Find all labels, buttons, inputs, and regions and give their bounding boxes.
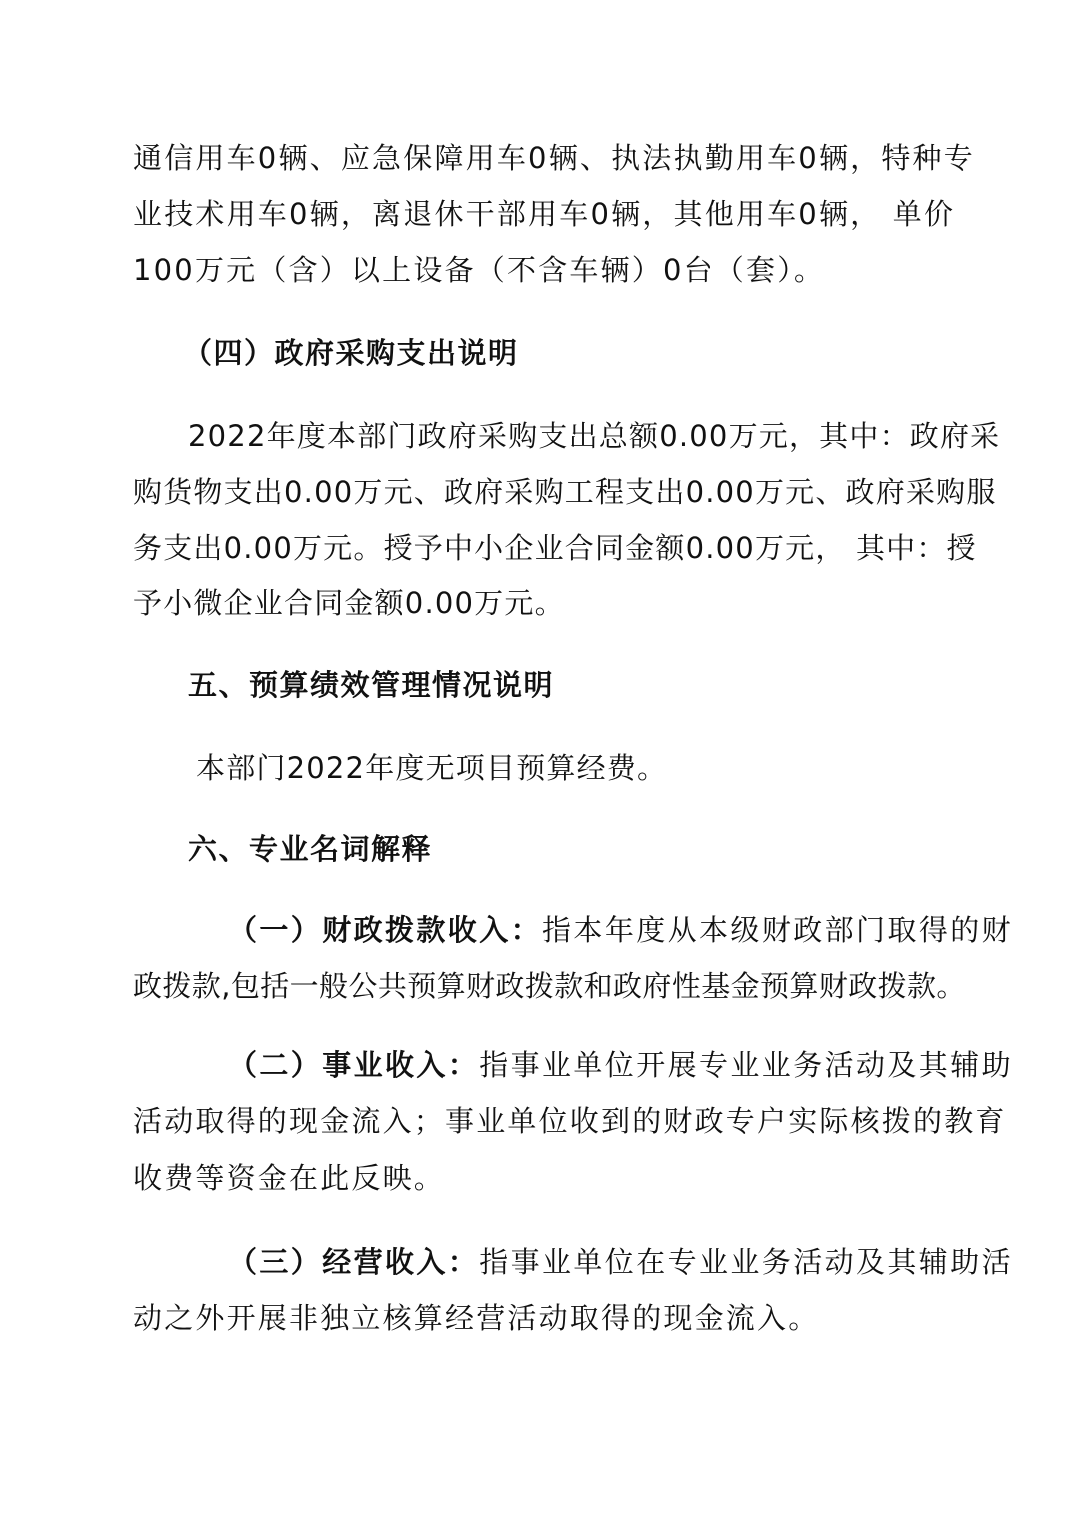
- paragraph-line: 务支出0.00万元。授予中小企业合同金额0.00万元， 其中：授: [133, 531, 977, 565]
- paragraph-line: 业技术用车0辆，离退休干部用车0辆，其他用车0辆， 单价: [133, 197, 956, 231]
- glossary-term-label: （二）事业收入：: [228, 1048, 480, 1082]
- paragraph-line: 2022年度本部门政府采购支出总额0.00万元，其中：政府采: [188, 419, 1001, 453]
- paragraph-line: 100万元（含）以上设备（不含车辆）0台（套）。: [133, 253, 826, 287]
- paragraph-line: 活动取得的现金流入；事业单位收到的财政专户实际核拨的教育: [133, 1104, 1007, 1138]
- glossary-term-definition: 指事业单位在专业业务活动及其辅助活: [479, 1245, 1014, 1279]
- paragraph-line: 动之外开展非独立核算经营活动取得的现金流入。: [133, 1301, 820, 1335]
- glossary-term-definition: 指本年度从本级财政部门取得的财: [542, 913, 1014, 947]
- glossary-term-row: [228, 1242, 1014, 1282]
- paragraph-line: 予小微企业合同金额0.00万元。: [133, 586, 565, 620]
- paragraph-line: 本部门2022年度无项目预算经费。: [196, 751, 668, 785]
- glossary-term-row: [228, 1045, 1014, 1085]
- paragraph-line: 通信用车0辆、应急保障用车0辆、执法执勤用车0辆，特种专: [133, 141, 975, 175]
- section-heading-glossary: 六、专业名词解释: [188, 832, 433, 866]
- paragraph-line: 政拨款,包括一般公共预算财政拨款和政府性基金预算财政拨款。: [133, 969, 966, 1003]
- paragraph-line: 购货物支出0.00万元、政府采购工程支出0.00万元、政府采购服: [133, 475, 997, 509]
- glossary-term-definition: 指事业单位开展专业业务活动及其辅助: [479, 1048, 1014, 1082]
- glossary-term-label: （三）经营收入：: [228, 1245, 480, 1279]
- paragraph-line: 收费等资金在此反映。: [133, 1161, 446, 1195]
- glossary-term-label: （一）财政拨款收入：: [228, 913, 543, 947]
- section-heading-performance: 五、预算绩效管理情况说明: [188, 668, 555, 702]
- section-heading-procurement: （四）政府采购支出说明: [183, 336, 519, 370]
- glossary-term-row: [228, 910, 1014, 950]
